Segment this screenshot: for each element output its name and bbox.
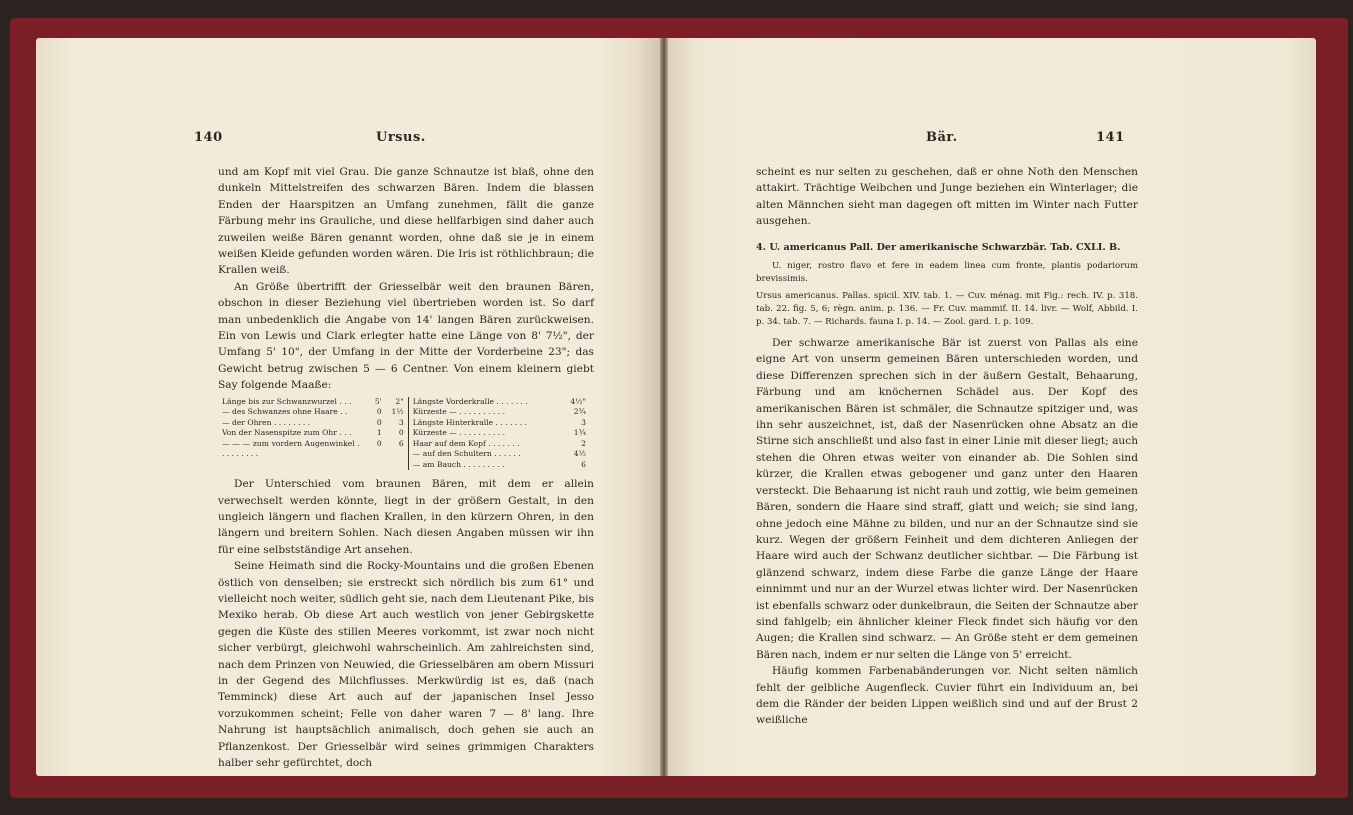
paragraph: scheint es nur selten zu geschehen, daß er ohne Noth den Menschen attakirt. Trächtige Weibchen und Junge beziehen ein Winterlager; die alten Männchen sieht man dagegen oft mitten im Winter nach Futter ausgehen. [756,166,1138,228]
measure-feet: 0 [376,438,382,448]
measure-inches: 1½ [391,407,404,417]
measure-label: Längste Hinterkralle . . . . . . . [412,417,527,427]
measure-value: 1¾ [573,428,586,438]
measure-label: Länge bis zur Schwanzwurzel . . . [222,396,352,406]
table-row [220,418,406,429]
measure-value: 3 [581,417,586,427]
measure-label: Längste Vorderkralle . . . . . . . [412,396,528,406]
running-head-right: Bär. [926,130,958,145]
table-row [411,439,588,450]
left-page [36,38,664,776]
page-number-left: 140 [194,130,223,145]
species-heading: 4. U. americanus Pall. Der amerikanische Schwarzbär. Tab. CXLI. B. [756,241,1121,253]
table-row [411,428,588,439]
measure-value: 6 [581,459,586,469]
paragraph: Häufig kommen Farbenabänderungen vor. Nicht selten nämlich fehlt der gelbliche Augenfleck. Cuvier führt ein Individuum an, bei dem die Ränder der beiden Lippen weißlich sind und auf der Brust 2 weißliche [756,665,1138,727]
table-row [411,407,588,418]
table-row [411,397,588,408]
measure-value: 4½" [570,396,586,406]
measure-label: Von der Nasenspitze zum Ohr . . . [222,428,352,438]
measure-feet: 5' [374,396,382,406]
measure-label: Kürzeste — . . . . . . . . . . [412,407,505,417]
measure-label: — der Ohren . . . . . . . . [222,417,311,427]
table-row [220,407,406,418]
right-text-block [756,164,1138,729]
species-diagnosis: U. niger, rostro flavo et fere in eadem linea cum fronte, plantis podariorum brevissimis. [756,261,1138,285]
measure-label: — auf den Schultern . . . . . . [412,449,521,459]
measure-inches: 6 [398,438,404,448]
measure-value: 2¾ [573,407,586,417]
table-row [220,428,406,439]
paragraph: Der schwarze amerikanische Bär ist zuerst von Pallas als eine eigne Art von unserm gemeinen Bären unterschieden worden, und diese Differenzen sprechen sich in der äußern Gestalt, Behaarung, Färbung und am knöchernen Schädel aus. Der Kopf des amerikanischen Bären ist schmäler, die Schnautze spitziger und, was ihn sehr auszeichnet, ist, daß der Nasenrücken ohne Absatz an die Stirne sich anschließt und also fast in einer Linie mit dieser liegt; auch stehen die Ohren etwas weiter von einander ab. Die Sohlen sind kürzer, die Krallen etwas gebogener und ganz unter den Haaren versteckt. Die Behaarung ist nicht rauh und zottig, wie beim gemeinen Bären, sondern die Haare sind straff, glatt und weich; sie sind lang, ohne jedoch eine Mähne zu bilden, und nur an der Schnautze sind sie kurz. Wegen der größern Feinheit und dem dichteren Anliegen der Haare wird auch der Schwanz deutlicher sichtbar. — Die Färbung ist glänzend schwarz, indem diese Farbe die ganze Länge der Haare einnimmt und nur an der Wurzel etwas lichter wird. Der Nasenrücken ist ebenfalls schwarz oder dunkelbraun, die Seiten der Schnautze aber sind fahlgelb; ein ähnlicher kleiner Fleck findet sich häufig vor den Augen; die Krallen sind schwarz. — An Größe steht er dem gemeinen Bären nach, indem er nur selten die Länge von 5' erreicht. [756,337,1139,661]
measure-value: 4½ [573,449,586,459]
spine-shadow [636,38,666,776]
right-page [664,38,1316,776]
paragraph: und am Kopf mit viel Grau. Die ganze Schnautze ist blaß, ohne den dunkeln Mittelstreifen des schwarzen Bären. Indem die blassen Enden der Haarspitzen an Umfang zunehmen, fällt die ganze Färbung mehr ins Grauliche, und diese hellfarbigen sind daher auch zuweilen weiße Bären genannt worden, ohne daß sie je in einem weißen Kleide gefunden worden wären. Die Iris ist röthlichbraun; die Krallen weiß. [218,166,594,277]
paragraph: Seine Heimath sind die Rocky-Mountains und die großen Ebenen östlich von denselben; sie erstreckt sich nördlich bis zum 61° und vielleicht noch weiter, südlich geht sie, nach dem Lieutenant Pike, bis Mexiko herab. Ob diese Art auch westlich von jener Gebirgskette gegen die Küste des stillen Meeres vorkommt, ist zwar noch nicht sicher verbürgt, gleichwohl wahrscheinlich. Am zahlreichsten sind, nach dem Prinzen von Neuwied, die Griesselbären am obern Missuri in der Gegend des Milchflusses. Merkwürdig ist es, daß (nach Temminck) diese Art auch auf der japanischen Insel Jesso vorzukommen scheint; Felle von daher waren 7 — 8' lang. Ihre Nahrung ist hauptsächlich animalisch, doch gehen sie auch an Pflanzenkost. Der Griesselbär wird seines grimmigen Charakters halber sehr gefürchtet, doch [218,560,594,770]
measure-label: — am Bauch . . . . . . . . . [412,459,505,469]
page-number-right: 141 [1096,130,1125,145]
measurements-table [218,397,590,471]
paragraph: Der Unterschied vom braunen Bären, mit dem er allein verwechselt werden könnte, liegt in der größern Gestalt, in den ungleich längern und flachen Krallen, in den kürzern Ohren, in den längern und breitern Sohlen. Nach diesen Angaben müssen wir ihn für eine selbstständige Art ansehen. [218,478,594,556]
paragraph: An Größe übertrifft der Griesselbär weit den braunen Bären, obschon in dieser Beziehung viel übertrieben worden ist. So darf man unbedenklich die Angabe von 14' langen Bären zurückweisen. Ein von Lewis und Clark erlegter hatte eine Länge von 8' 7½", der Umfang 5' 10", der Umfang in der Mitte der Vorderbeine 23"; das Gewicht betrug zwischen 5 — 6 Centner. Von einem kleinern giebt Say folgende Maaße: [218,280,594,392]
table-row [411,449,588,460]
measure-feet: 0 [376,417,382,427]
table-row [220,397,406,408]
measure-inches: 2" [395,396,404,406]
measure-inches: 3 [398,417,404,427]
left-text-block [218,164,594,772]
measure-label: Kürzeste — . . . . . . . . . . [412,428,505,438]
species-synonymy: Ursus americanus. Pallas. spicil. XIV. tab. 1. — Cuv. ménag. mit Fig.: rech. IV. p. 318. tab. 22. fig. 5, 6; règn. anim. p. 136. — Fr. Cuv. mammif. II. 14. livr. — Wolf, Abbild. I. p. 34. tab. 7. — Richards. fauna I. p. 14. — Zool. gard. I. p. 109. [756,291,1138,328]
measure-inches: 0 [398,428,404,438]
table-row [411,460,588,471]
measure-feet: 1 [376,428,382,438]
measure-label: — — — zum vordern Augenwinkel . . . . . . . . . [222,438,360,459]
table-row [220,439,406,460]
running-head-left: Ursus. [376,130,426,145]
measure-label: Haar auf dem Kopf . . . . . . . [412,438,520,448]
measure-label: — des Schwanzes ohne Haare . . [222,407,348,417]
table-row [411,418,588,429]
measure-value: 2 [581,438,586,448]
measure-feet: 0 [376,407,382,417]
